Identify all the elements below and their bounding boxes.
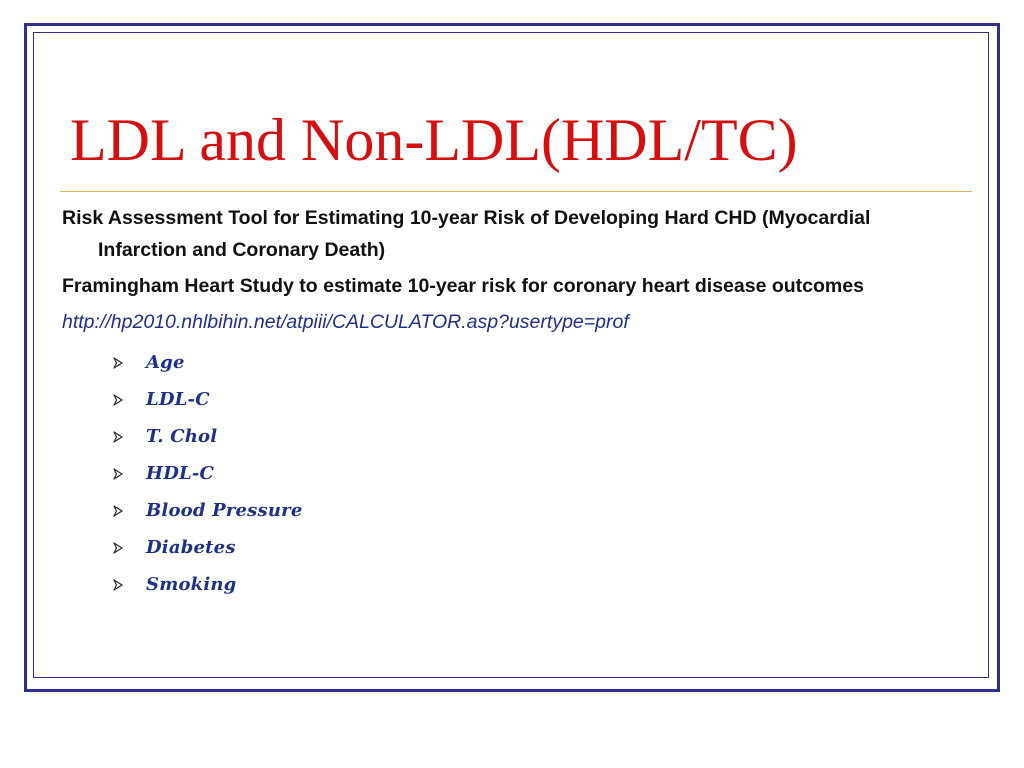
bullet-label-diabetes: Diabetes xyxy=(146,537,236,558)
slide-body xyxy=(62,202,962,603)
list-item xyxy=(112,418,962,455)
arrowhead-bullet-icon xyxy=(112,357,124,369)
bullet-label-blood-pressure: Blood Pressure xyxy=(146,500,303,521)
list-item xyxy=(112,529,962,566)
list-item xyxy=(112,492,962,529)
bullet-label-ldl-c: LDL-C xyxy=(146,389,210,410)
title-divider xyxy=(60,191,972,192)
arrowhead-bullet-icon xyxy=(112,542,124,554)
bullet-label-t-chol: T. Chol xyxy=(146,426,218,447)
bullet-label-hdl-c: HDL-C xyxy=(146,463,215,484)
list-item xyxy=(112,344,962,381)
list-item xyxy=(112,381,962,418)
calculator-link[interactable]: http://hp2010.nhlbihin.net/atpiii/CALCULATOR.asp?usertype=prof xyxy=(62,311,629,333)
arrowhead-bullet-icon xyxy=(112,505,124,517)
arrowhead-bullet-icon xyxy=(112,468,124,480)
bullet-label-smoking: Smoking xyxy=(146,574,237,595)
list-item xyxy=(112,566,962,603)
paragraph-risk-assessment: Risk Assessment Tool for Estimating 10-year Risk of Developing Hard CHD (Myocardial Infarction and Coronary Death) xyxy=(62,207,871,261)
list-item xyxy=(112,455,962,492)
arrowhead-bullet-icon xyxy=(112,579,124,591)
risk-factor-list xyxy=(62,344,962,603)
arrowhead-bullet-icon xyxy=(112,394,124,406)
paragraph-framingham: Framingham Heart Study to estimate 10-year risk for coronary heart disease outcomes xyxy=(62,275,864,297)
arrowhead-bullet-icon xyxy=(112,431,124,443)
bullet-label-age: Age xyxy=(146,352,185,373)
slide-title: LDL and Non-LDL(HDL/TC) xyxy=(70,107,798,173)
